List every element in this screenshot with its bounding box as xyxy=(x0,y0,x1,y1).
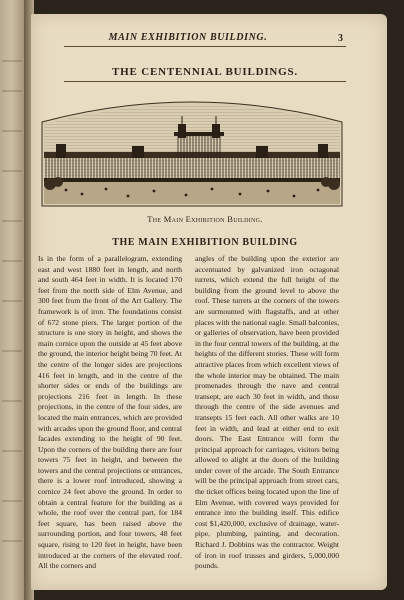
building-engraving xyxy=(36,88,348,208)
page-title: THE CENTENNIAL BUILDINGS. xyxy=(112,66,298,78)
facing-page-edge xyxy=(0,0,26,600)
header-rule xyxy=(64,46,346,47)
running-head: MAIN EXHIBITION BUILDING. xyxy=(108,32,268,43)
section-heading: THE MAIN EXHIBITION BUILDING xyxy=(112,237,298,248)
illustration-caption: The Main Exhibition Building. xyxy=(147,214,263,224)
page-number: 3 xyxy=(338,33,343,44)
body-text-right-column: angles of the building upon the exterior are accentuated by galvanized iron octagonal turrets, which extend the full height of the building from the ground level to above the roof. These turrets at the corners of the towers are surmounted with flagstaffs, and at other places with the national eagle. Small balconies, or galleries of observation, have been provided in the four central towers of the building, at the heights of the different stories. These will form attractive places from which excellent views of the whole interior may be obtained. The main promenades through the nave and central transept, are each 30 feet in width, and those through the centre of the side avenues and transepts 15 feet each. All other walks are 10 feet in width, and lead at either end to exit doors. The East Entrance will form the principal approach for carriages, visitors being allowed to alight at the doors of the building under cover of the arcade. The South Entrance will be the principal approach from street cars, the ticket offices being located upon the line of Elm Avenue, with covered ways provided for entrance into the building itself. This edifice cost $1,420,000, exclusive of drainage, water-pipe, plumbing, painting, and decoration. Richard J. Dobbins was the contractor. Weight of iron in roof trusses and girders, 5,000,000 pounds. xyxy=(195,254,339,571)
body-text-left-column: Is in the form of a parallelogram, extending east and west 1880 feet in length, and north and south 464 feet in width. It is located 170 feet from the north side of Elm Avenue, and 300 feet from the front of the Art Gallery. The framework is of iron. The foundations consist of 672 stone piers. The larger portion of the structure is one story in height, and shows the main cornice upon the outside at 45 feet above the ground, the interior height being 70 feet. At the centre of the longer sides are projections 416 feet in length, and in the centre of the shorter sides or ends of the buildings are projections 216 feet in length. In these projections, in the centre of the four sides, are located the main entrances, which are provided with arcades upon the ground floor, and central facades extending to the height of 90 feet. Upon the corners of the building there are four towers 75 feet in height, and between the towers and the central projections or entrances, there is a lower roof introduced, showing a cornice 24 feet above the ground. In order to obtain a central feature for the building as a whole, the roof over the central part, for 184 feet square, has been raised above the surrounding portion, and four towers, 48 feet square, rising to 120 feet in height, have been introduced at the corners of the elevated roof. All the corners and xyxy=(38,254,182,571)
title-rule xyxy=(64,81,346,82)
